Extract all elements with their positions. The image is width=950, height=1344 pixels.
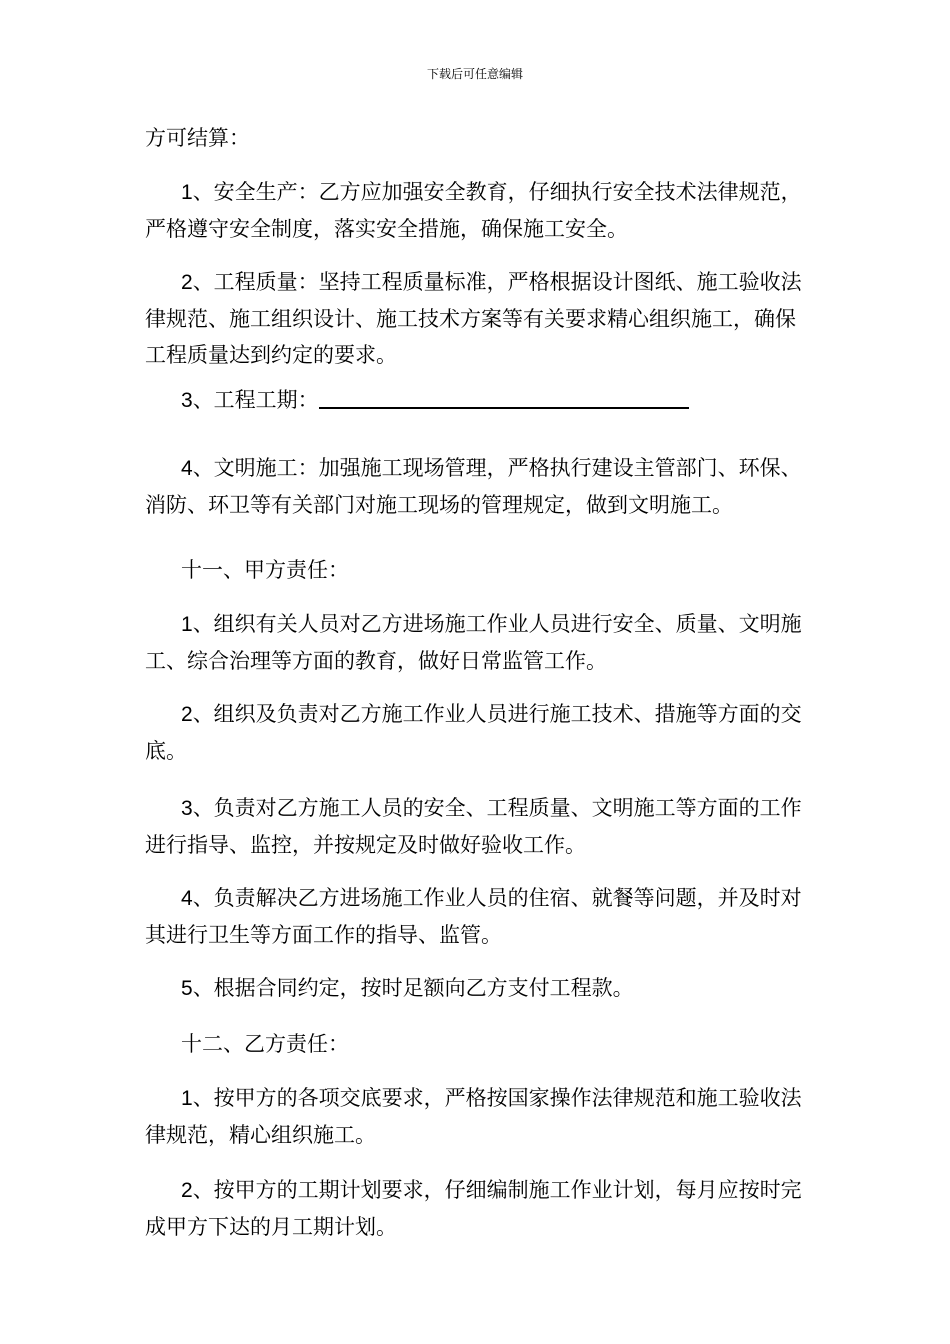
paragraph-a-2: 2、组织及负责对乙方施工作业人员进行施工技术、措施等方面的交底。 xyxy=(145,702,802,763)
schedule-blank-line xyxy=(319,383,689,409)
page-header: 下载后可任意编辑 xyxy=(426,67,523,81)
paragraph-quality: 2、工程质量：坚持工程质量标准，严格根据设计图纸、施工验收法律规范、施工组织设计、施工技术方案等有关要求精心组织施工，确保工程质量达到约定的要求。 xyxy=(145,270,802,367)
paragraph-safety: 1、安全生产：乙方应加强安全教育，仔细执行安全技术法律规范，严格遵守安全制度，落实安全措施，确保施工安全。 xyxy=(145,180,802,241)
paragraph-civilized: 4、文明施工：加强施工现场管理，严格执行建设主管部门、环保、消防、环卫等有关部门对施工现场的管理规定，做到文明施工。 xyxy=(145,456,802,517)
paragraph-b-2: 2、按甲方的工期计划要求，仔细编制施工作业计划，每月应按时完成甲方下达的月工期计划。 xyxy=(145,1178,802,1239)
paragraph-schedule: 3、工程工期： xyxy=(145,382,807,419)
section-heading-party-a: 十一、甲方责任： xyxy=(181,558,349,582)
section-heading-party-b: 十二、乙方责任： xyxy=(181,1032,349,1056)
paragraph-a-3: 3、负责对乙方施工人员的安全、工程质量、文明施工等方面的工作进行指导、监控，并按规定及时做好验收工作。 xyxy=(145,796,802,857)
paragraph-a-4: 4、负责解决乙方进场施工作业人员的住宿、就餐等问题，并及时对其进行卫生等方面工作的指导、监管。 xyxy=(145,886,802,947)
paragraph-a-5: 5、根据合同约定，按时足额向乙方支付工程款。 xyxy=(181,976,634,1000)
paragraph-a-1: 1、组织有关人员对乙方进场施工作业人员进行安全、质量、文明施工、综合治理等方面的教育，做好日常监管工作。 xyxy=(145,612,802,673)
paragraph-settlement: 方可结算： xyxy=(145,126,250,150)
paragraph-b-1: 1、按甲方的各项交底要求，严格按国家操作法律规范和施工验收法律规范，精心组织施工。 xyxy=(145,1086,802,1147)
